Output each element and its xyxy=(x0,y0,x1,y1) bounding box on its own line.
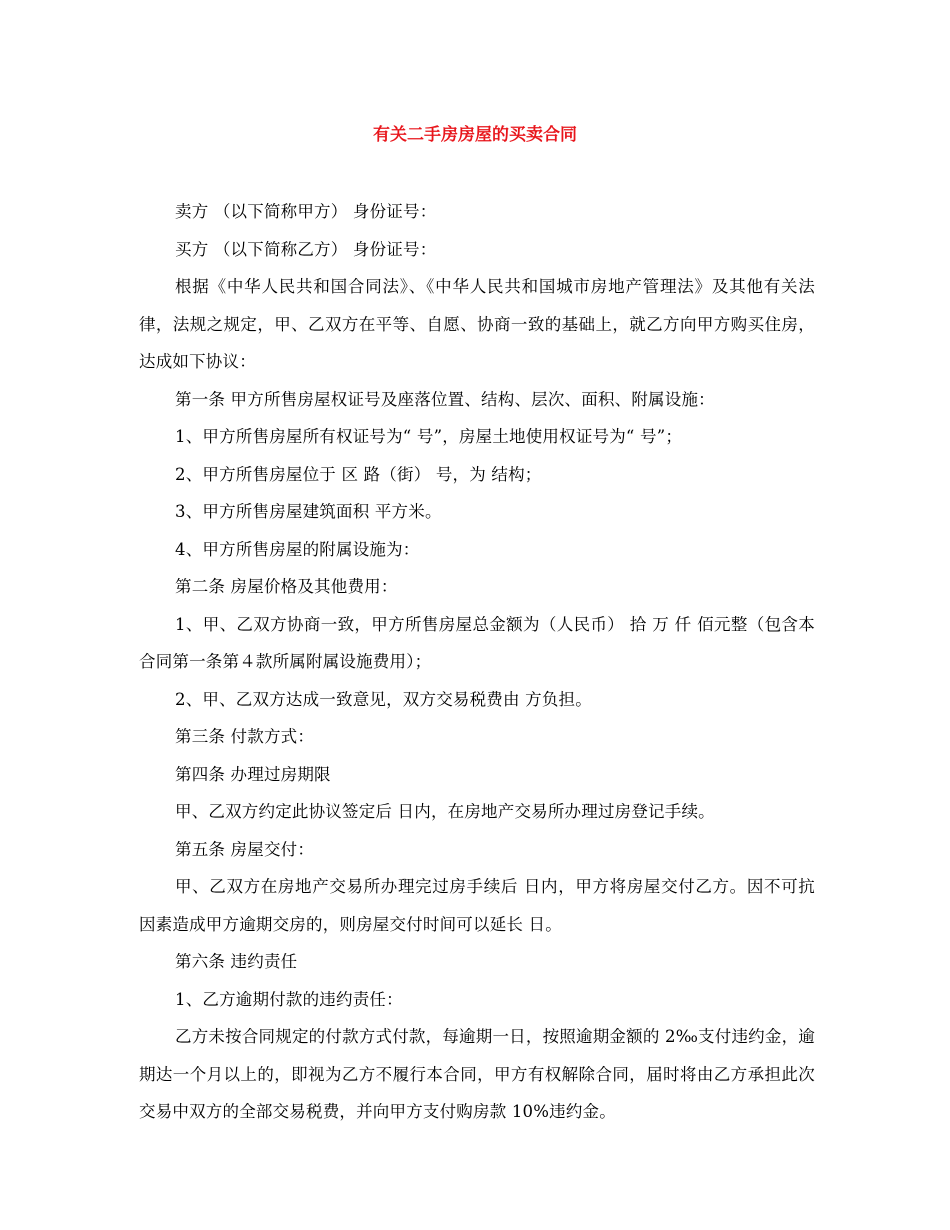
article-6-item-1: 1、乙方逾期付款的违约责任： xyxy=(175,989,403,1009)
paragraph-preamble: 根据《中华人民共和国合同法》、《中华人民共和国城市房地产管理法》及其他有关法律，法规之规定，甲、乙双方在平等、自愿、协商一致的基础上，就乙方向甲方购买住房，达成如下协议： xyxy=(139,277,815,371)
article-6-heading: 第六条 违约责任 xyxy=(175,952,298,971)
article-4-text: 甲、乙双方约定此协议签定后 日内，在房地产交易所办理过房登记手续。 xyxy=(175,802,715,821)
article-2-item-2: 2、甲、乙双方达成一致意见，双方交易税费由 方负担。 xyxy=(175,689,592,709)
article-5-heading: 第五条 房屋交付： xyxy=(175,839,315,859)
document-title: 有关二手房房屋的买卖合同 xyxy=(373,125,577,145)
article-5-text: 甲、乙双方在房地产交易所办理完过房手续后 日内，甲方将房屋交付乙方。因不可抗因素造成甲方逾期交房的，则房屋交付时间可以延长 日。 xyxy=(139,877,815,934)
article-1-item-3: 3、甲方所售房屋建筑面积 平方米。 xyxy=(175,502,442,521)
article-4-heading: 第四条 办理过房期限 xyxy=(175,764,331,784)
contract-body xyxy=(139,193,815,1131)
article-2-heading: 第二条 房屋价格及其他费用： xyxy=(175,577,398,596)
article-2-item-1: 1、甲、乙双方协商一致，甲方所售房屋总金额为（人民币） 拾 万 仟 佰元整（包含本合同第一条第４款所属附属设施费用）； xyxy=(139,614,815,671)
article-1-item-1: 1、甲方所售房屋所有权证号为“ 号”，房屋土地使用权证号为“ 号”； xyxy=(175,427,683,446)
article-1-item-2: 2、甲方所售房屋位于 区 路（街） 号，为 结构； xyxy=(175,464,542,484)
article-1-item-4: 4、甲方所售房屋的附属设施为： xyxy=(175,539,420,559)
paragraph-seller: 卖方 （以下简称甲方） 身份证号： xyxy=(175,202,437,221)
article-6-item-1-text: 乙方未按合同规定的付款方式付款，每逾期一日，按照逾期金额的 2‰支付违约金，逾期达一个月以上的，即视为乙方不履行本合同，甲方有权解除合同，届时将由乙方承担此次交易中双方的全部交易税费，并向甲方支付购房款 10%违约金。 xyxy=(139,1027,815,1121)
article-3-heading: 第三条 付款方式： xyxy=(175,727,315,746)
paragraph-buyer: 买方 （以下简称乙方） 身份证号： xyxy=(175,239,437,259)
article-1-heading: 第一条 甲方所售房屋权证号及座落位置、结构、层次、面积、附属设施： xyxy=(175,389,715,409)
